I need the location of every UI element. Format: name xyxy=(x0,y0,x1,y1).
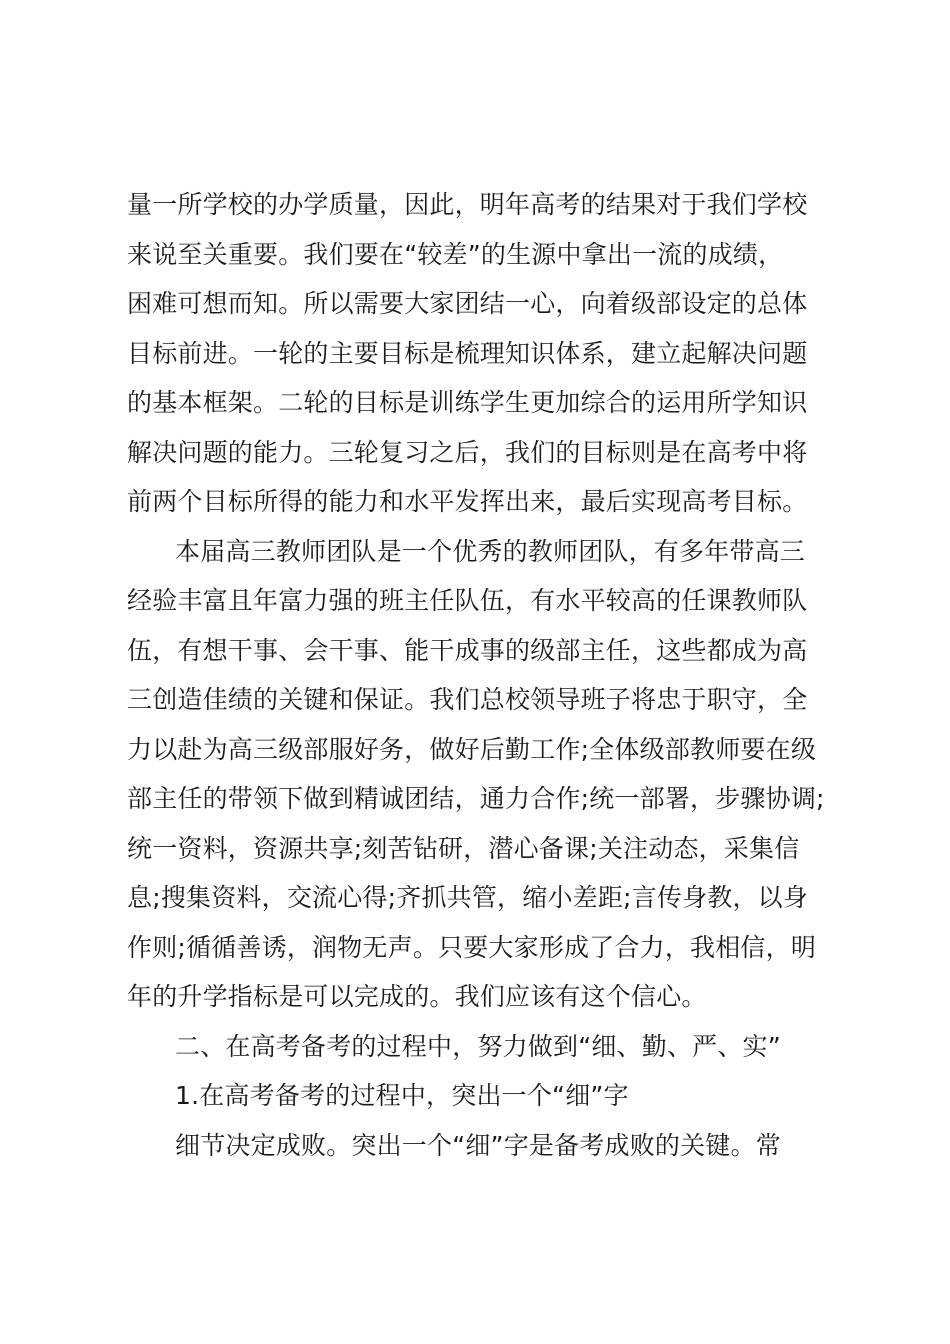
paragraph-start-line: 细节决定成败。突出一个“细”字是备考成败的关键。常 xyxy=(175,1130,781,1160)
text-line: 目标前进。一轮的主要目标是梳理知识体系，建立起解决问题 xyxy=(127,338,808,368)
text-line: 的基本框架。二轮的目标是训练学生更加综合的运用所学知识 xyxy=(127,388,808,417)
text-line: 三创造佳绩的关键和保证。我们总校领导班子将忠于职守，全 xyxy=(127,685,808,714)
text-line: 伍，有想干事、会干事、能干成事的级部主任，这些都成为高 xyxy=(127,635,808,665)
text-line: 作则;循循善诱，润物无声。只要大家形成了合力，我相信，明 xyxy=(127,932,817,962)
text-line: 解决问题的能力。三轮复习之后，我们的目标则是在高考中将 xyxy=(127,437,808,467)
section-heading: 二、在高考备考的过程中，努力做到“细、勤、严、实” xyxy=(175,1031,781,1061)
text-line: 统一资料，资源共享;刻苦钻研，潜心备课;关注动态，采集信 xyxy=(127,833,800,863)
text-line: 经验丰富且年富力强的班主任队伍，有水平较高的任课教师队 xyxy=(127,586,808,615)
text-line: 前两个目标所得的能力和水平发挥出来，最后实现高考目标。 xyxy=(127,487,808,516)
text-line: 力以赴为高三级部服好务，做好后勤工作;全体级部教师要在级 xyxy=(127,734,817,764)
subsection-heading: 1.在高考备考的过程中，突出一个“细”字 xyxy=(175,1081,629,1110)
text-line: 量一所学校的办学质量，因此，明年高考的结果对于我们学校 xyxy=(127,190,808,219)
paragraph-start-line: 本届高三教师团队是一个优秀的教师团队，有多年带高三 xyxy=(175,536,806,566)
text-line: 部主任的带领下做到精诚团结，通力合作;统一部署，步骤协调; xyxy=(127,784,825,813)
body-text xyxy=(127,180,832,1170)
text-line: 来说至关重要。我们要在“较差”的生源中拿出一流的成绩， xyxy=(127,239,784,269)
text-line: 年的升学指标是可以完成的。我们应该有这个信心。 xyxy=(127,982,707,1011)
text-line: 息;搜集资料，交流心得;齐抓共管，缩小差距;言传身教，以身 xyxy=(127,883,809,912)
text-line: 困难可想而知。所以需要大家团结一心，向着级部设定的总体 xyxy=(127,289,808,318)
